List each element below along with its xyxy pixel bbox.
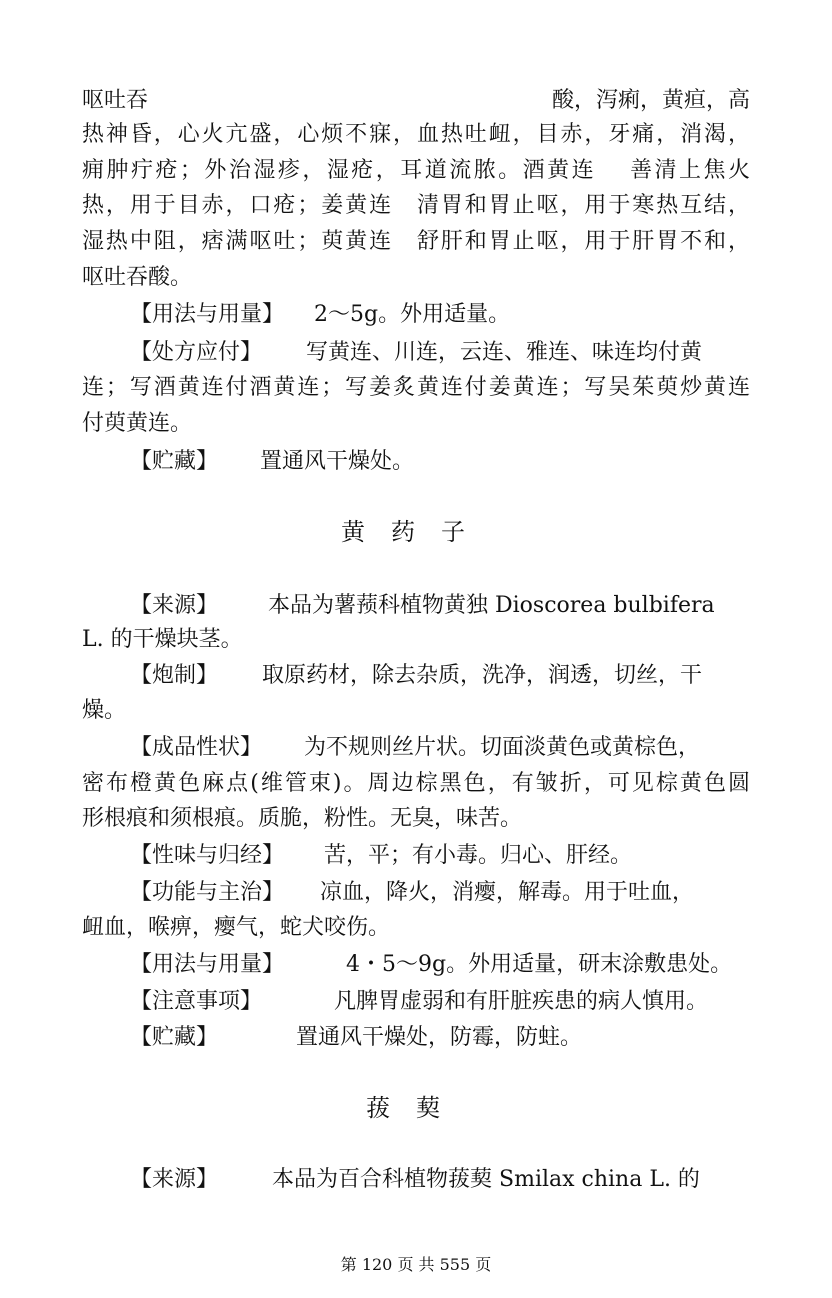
field-value: 取原药材，除去杂质，洗净，润透，切丝，干 <box>262 663 703 688</box>
text-fragment: 呕吐吞 <box>82 88 149 113</box>
function-line <box>130 876 750 910</box>
field-value: 凡脾胃虚弱和有肝脏疾患的病人慎用。 <box>334 989 709 1014</box>
section-title: 黄药子 <box>341 518 491 546</box>
usage-line <box>130 298 750 332</box>
storage-line <box>130 445 750 479</box>
field-value: 置通风干燥处，防霉，防蛀。 <box>296 1025 583 1050</box>
text-line: 形根痕和须根痕。质脆，粉性。无臭，味苦。 <box>82 806 523 831</box>
text-line: 热神昏，心火亢盛，心烦不寐，血热吐衄，目赤，牙痛，消渴， <box>82 122 750 147</box>
field-label: 【用法与用量】 <box>130 952 285 977</box>
field-label: 【来源】 <box>130 1167 219 1192</box>
field-label: 【来源】 <box>130 593 219 618</box>
storage-line <box>130 1021 750 1055</box>
caution-line <box>130 985 750 1019</box>
field-value: 本品为百合科植物菝葜 Smilax china L. 的 <box>272 1167 700 1192</box>
field-value: 凉血，降火，消瘿，解毒。用于吐血， <box>320 880 695 905</box>
field-label: 【炮制】 <box>130 663 219 688</box>
field-value: 为不规则丝片状。切面淡黄色或黄棕色， <box>304 735 701 760</box>
field-label: 【性味与归经】 <box>130 843 285 868</box>
text-fragment: 酸，泻痢，黄疸，高 <box>551 88 750 113</box>
text-line: 燥。 <box>82 698 127 723</box>
text-line: L. 的干燥块茎。 <box>82 627 243 652</box>
section-title: 菝葜 <box>366 1094 466 1122</box>
text-line: 呕吐吞酸。 <box>82 265 193 290</box>
field-value: 2～5g。外用适量。 <box>314 302 511 327</box>
prescription-line <box>130 336 750 370</box>
text-line: 衄血，喉痹，瘿气，蛇犬咬伤。 <box>82 915 391 940</box>
field-value: 写黄连、川连，云连、雅连、味连均付黄 <box>306 340 703 365</box>
processing-line <box>130 659 750 693</box>
text-line: 连；写酒黄连付酒黄连；写姜炙黄连付姜黄连；写吴茱萸炒黄连 <box>82 375 750 400</box>
text-line: 热，用于目赤，口疮；姜黄连 清胃和胃止呕，用于寒热互结， <box>82 193 750 218</box>
text-line <box>82 84 750 118</box>
field-value: 置通风干燥处。 <box>260 449 415 474</box>
text-line: 付萸黄连。 <box>82 411 193 436</box>
field-value: 苦，平；有小毒。归心、肝经。 <box>324 843 633 868</box>
field-label: 【贮藏】 <box>130 449 219 474</box>
text-line: 湿热中阻，痞满呕吐；萸黄连 舒肝和胃止呕，用于肝胃不和， <box>82 229 750 254</box>
text-line: 密布橙黄色麻点(维管束)。周边棕黑色，有皱折，可见棕黄色圆 <box>82 771 750 796</box>
field-label: 【用法与用量】 <box>130 302 285 327</box>
traits-line <box>130 731 750 765</box>
field-value: 本品为薯蓣科植物黄独 Dioscorea bulbifera <box>268 593 715 618</box>
source-line <box>130 1163 750 1197</box>
source-line <box>130 589 750 623</box>
field-label: 【贮藏】 <box>130 1025 219 1050</box>
field-label: 【注意事项】 <box>130 989 263 1014</box>
page-number-footer: 第 120 页 共 555 页 <box>340 1255 492 1274</box>
field-value: 4・5～9g。外用适量，研末涂敷患处。 <box>346 952 733 977</box>
field-label: 【处方应付】 <box>130 340 263 365</box>
usage-line <box>130 948 750 982</box>
field-label: 【功能与主治】 <box>130 880 285 905</box>
text-line: 痈肿疔疮；外治湿疹，湿疮，耳道流脓。酒黄连 善清上焦火 <box>82 158 750 183</box>
nature-line <box>130 839 750 873</box>
field-label: 【成品性状】 <box>130 735 263 760</box>
